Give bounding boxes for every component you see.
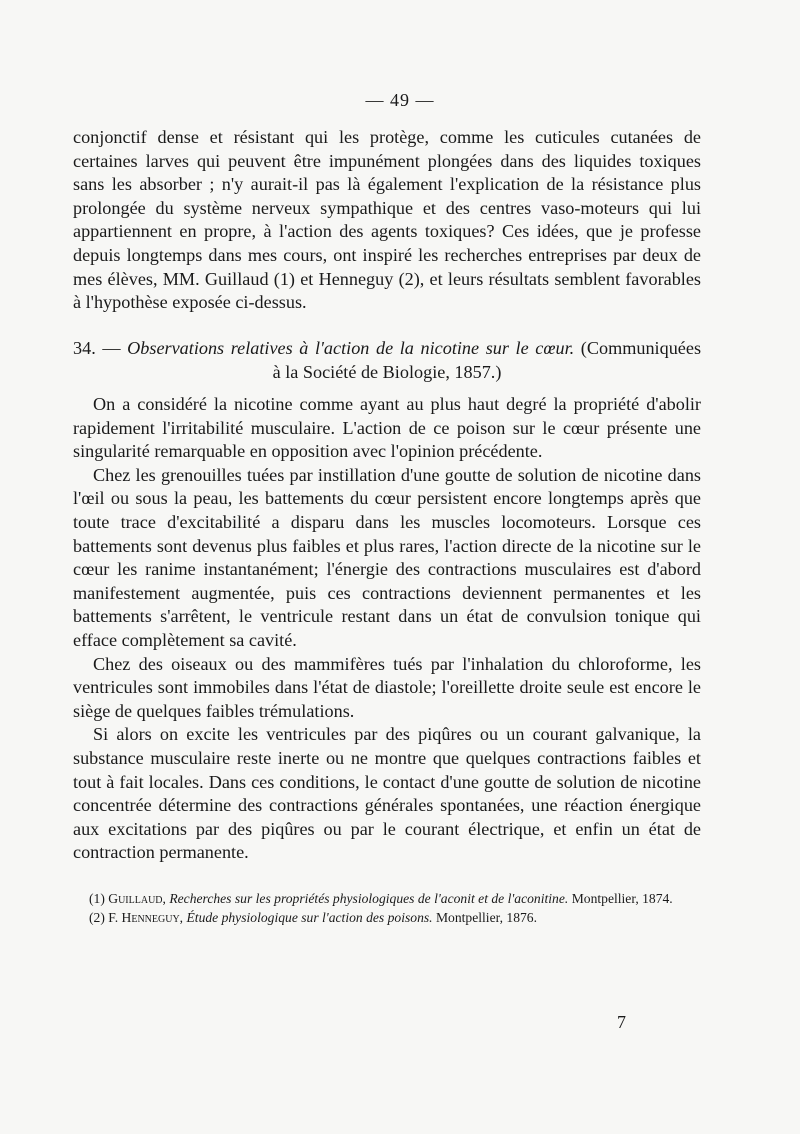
body-paragraph: On a considéré la nicotine comme ayant au plus haut degré la propriété d'abolir rapidement l'irritabilité musculaire. L'action de ce poison sur le cœur présente une singularité remarquable en opposition avec l'opinion précédente. [73,394,701,462]
footnote-place: Montpellier, 1876. [435,910,537,925]
body-paragraph: Si alors on excite les ventricules par des piqûres ou un courant galvanique, la substance musculaire reste inerte ou ne montre que quelques contractions faibles et tout à fait locales. Dans ces conditions, le contact d'une goutte de solution de nicotine concentrée détermine des contractions générales spontanées, une réaction énergique aux excitations par des piqûres ou par le courant électrique, et enfin un état de contraction permanente. [73,724,701,863]
body-paragraph: Chez des oiseaux ou des mammifères tués par l'inhalation du chloroforme, les ventricules sont immobiles dans l'état de diastole; l'oreillette droite seule est encore le siège de quelques faibles trémulations. [73,653,701,721]
intro-paragraph [73,126,701,315]
section-source-part2: à la Société de Biologie, 1857.) [272,361,502,382]
footnote-author: Guillaud, [108,891,166,906]
footnote-marker: (1) [89,891,105,906]
footnote-1 [89,889,709,908]
intro-paragraph-text: conjonctif dense et résistant qui les protège, comme les cuticules cutanées de certaines larves qui peuvent être impunément plongées dans des liquides toxiques sans les absorber ; n'y aurait-il pas là également l'explication de la résistance plus prolongée du système nerveux sympathique et des centres vaso-moteurs qui lui appartiennent en propre, à l'action des agents toxiques? Ces idées, que je professe depuis longtemps dans mes cours, ont inspiré les recherches entreprises par deux de mes élèves, MM. Guillaud (1) et Henneguy (2), et leurs résultats semblent favorables à l'hypothèse exposée ci-dessus. [73,127,701,313]
section-number: 34. — [73,338,121,358]
section-heading [73,337,701,384]
footnote-title: Recherches sur les propriétés physiologiques de l'aconit et de l'aconitine. [169,891,569,906]
footnote-author: F. Henneguy, [108,910,184,925]
signature-mark: 7 [617,1012,626,1032]
footnote-place: Montpellier, 1874. [571,891,673,906]
footnote-2 [89,908,709,927]
body-paragraph: Chez les grenouilles tuées par instillation d'une goutte de solution de nicotine dans l'œil ou sous la peau, les battements du cœur persistent encore longtemps après que toute trace d'excitabilité a disparu dans les muscles locomoteurs. Lorsque ces battements sont devenus plus faibles et plus rares, l'action directe de la nicotine sur le cœur les ranime instantanément; l'énergie des contractions musculaires est d'abord manifestement augmentée, puis ces contractions deviennent permanentes et les battements s'arrêtent, le ventricule restant dans un état de convulsion tonique qui efface complètement sa cavité. [73,464,701,650]
section-title: Observations relatives à l'action de la nicotine sur le cœur. [127,338,575,358]
footnotes [89,889,709,927]
section-body [73,393,701,865]
page-number: — 49 — [365,90,435,110]
footnote-title: Étude physiologique sur l'action des poisons. [186,910,433,925]
section-source-part1: (Communiquées [580,338,702,358]
footnote-marker: (2) [89,910,105,925]
